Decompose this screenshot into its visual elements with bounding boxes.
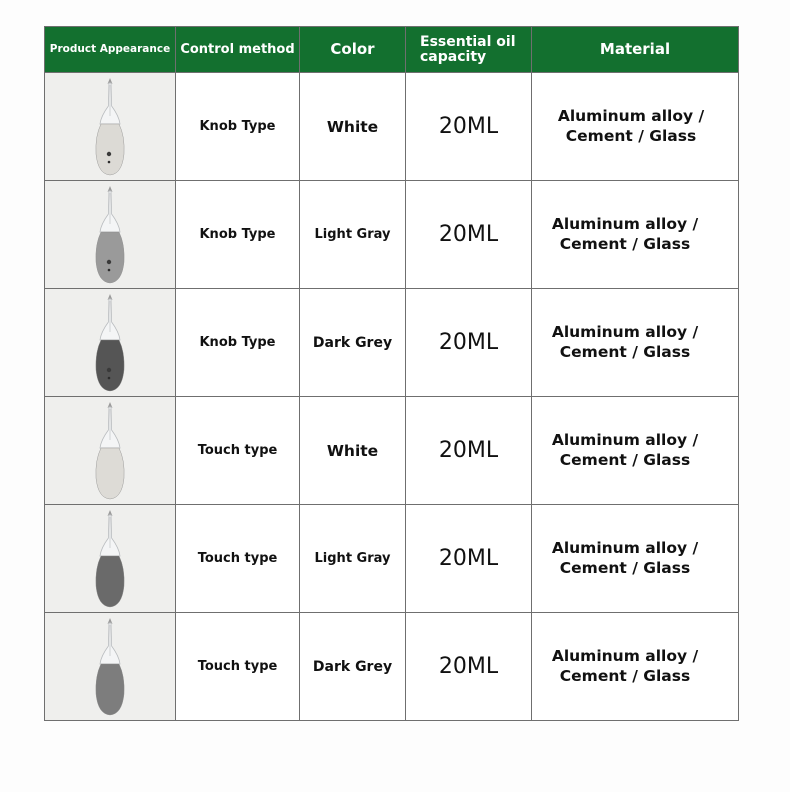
product-appearance-cell — [45, 397, 176, 505]
indicator-light — [108, 376, 111, 379]
table-row — [45, 613, 739, 721]
material-cell — [532, 181, 739, 289]
control-method-cell: Knob Type — [176, 73, 300, 181]
table-row — [45, 289, 739, 397]
color-cell: White — [300, 73, 406, 181]
material-cell — [532, 73, 739, 181]
header-color: Color — [300, 27, 406, 73]
capacity-cell: 20ML — [406, 397, 532, 505]
control-method-cell: Knob Type — [176, 181, 300, 289]
diffuser-product-image — [90, 184, 130, 286]
capacity-cell: 20ML — [406, 289, 532, 397]
header-essential-oil-capacity: Essential oil capacity — [406, 27, 532, 73]
table-row — [45, 505, 739, 613]
material-text: Aluminum alloy / Cement / Glass — [557, 107, 705, 145]
material-text: Aluminum alloy / Cement / Glass — [551, 323, 699, 361]
capacity-cell: 20ML — [406, 181, 532, 289]
cement-body — [96, 340, 124, 391]
table-row — [45, 397, 739, 505]
cement-body — [96, 448, 124, 499]
control-method-cell: Knob Type — [176, 289, 300, 397]
indicator-light — [108, 160, 111, 163]
cement-body — [96, 664, 124, 715]
diffuser-product-image — [90, 292, 130, 394]
knob-control — [107, 259, 111, 263]
color-cell: White — [300, 397, 406, 505]
material-cell — [532, 397, 739, 505]
product-appearance-cell — [45, 289, 176, 397]
product-spec-table — [44, 26, 739, 721]
color-cell: Light Gray — [300, 505, 406, 613]
cement-body — [96, 124, 124, 175]
control-method-cell: Touch type — [176, 505, 300, 613]
material-text: Aluminum alloy / Cement / Glass — [551, 539, 699, 577]
material-cell — [532, 613, 739, 721]
color-cell: Dark Grey — [300, 289, 406, 397]
control-method-cell: Touch type — [176, 397, 300, 505]
material-text: Aluminum alloy / Cement / Glass — [551, 431, 699, 469]
capacity-cell: 20ML — [406, 613, 532, 721]
knob-control — [107, 367, 111, 371]
table-row — [45, 181, 739, 289]
header-material: Material — [532, 27, 739, 73]
table-row — [45, 73, 739, 181]
diffuser-product-image — [90, 76, 130, 178]
cement-body — [96, 232, 124, 283]
product-appearance-cell — [45, 613, 176, 721]
header-row — [45, 27, 739, 73]
knob-control — [107, 151, 111, 155]
product-appearance-cell — [45, 181, 176, 289]
diffuser-product-image — [90, 508, 130, 610]
indicator-light — [108, 268, 111, 271]
material-cell — [532, 289, 739, 397]
material-cell — [532, 505, 739, 613]
header-control-method: Control method — [176, 27, 300, 73]
color-cell: Dark Grey — [300, 613, 406, 721]
header-product-appearance: Product Appearance — [45, 27, 176, 73]
cement-body — [96, 556, 124, 607]
control-method-cell: Touch type — [176, 613, 300, 721]
capacity-cell: 20ML — [406, 505, 532, 613]
material-text: Aluminum alloy / Cement / Glass — [551, 647, 699, 685]
diffuser-product-image — [90, 400, 130, 502]
material-text: Aluminum alloy / Cement / Glass — [551, 215, 699, 253]
diffuser-product-image — [90, 616, 130, 718]
capacity-cell: 20ML — [406, 73, 532, 181]
product-appearance-cell — [45, 73, 176, 181]
color-cell: Light Gray — [300, 181, 406, 289]
product-appearance-cell — [45, 505, 176, 613]
